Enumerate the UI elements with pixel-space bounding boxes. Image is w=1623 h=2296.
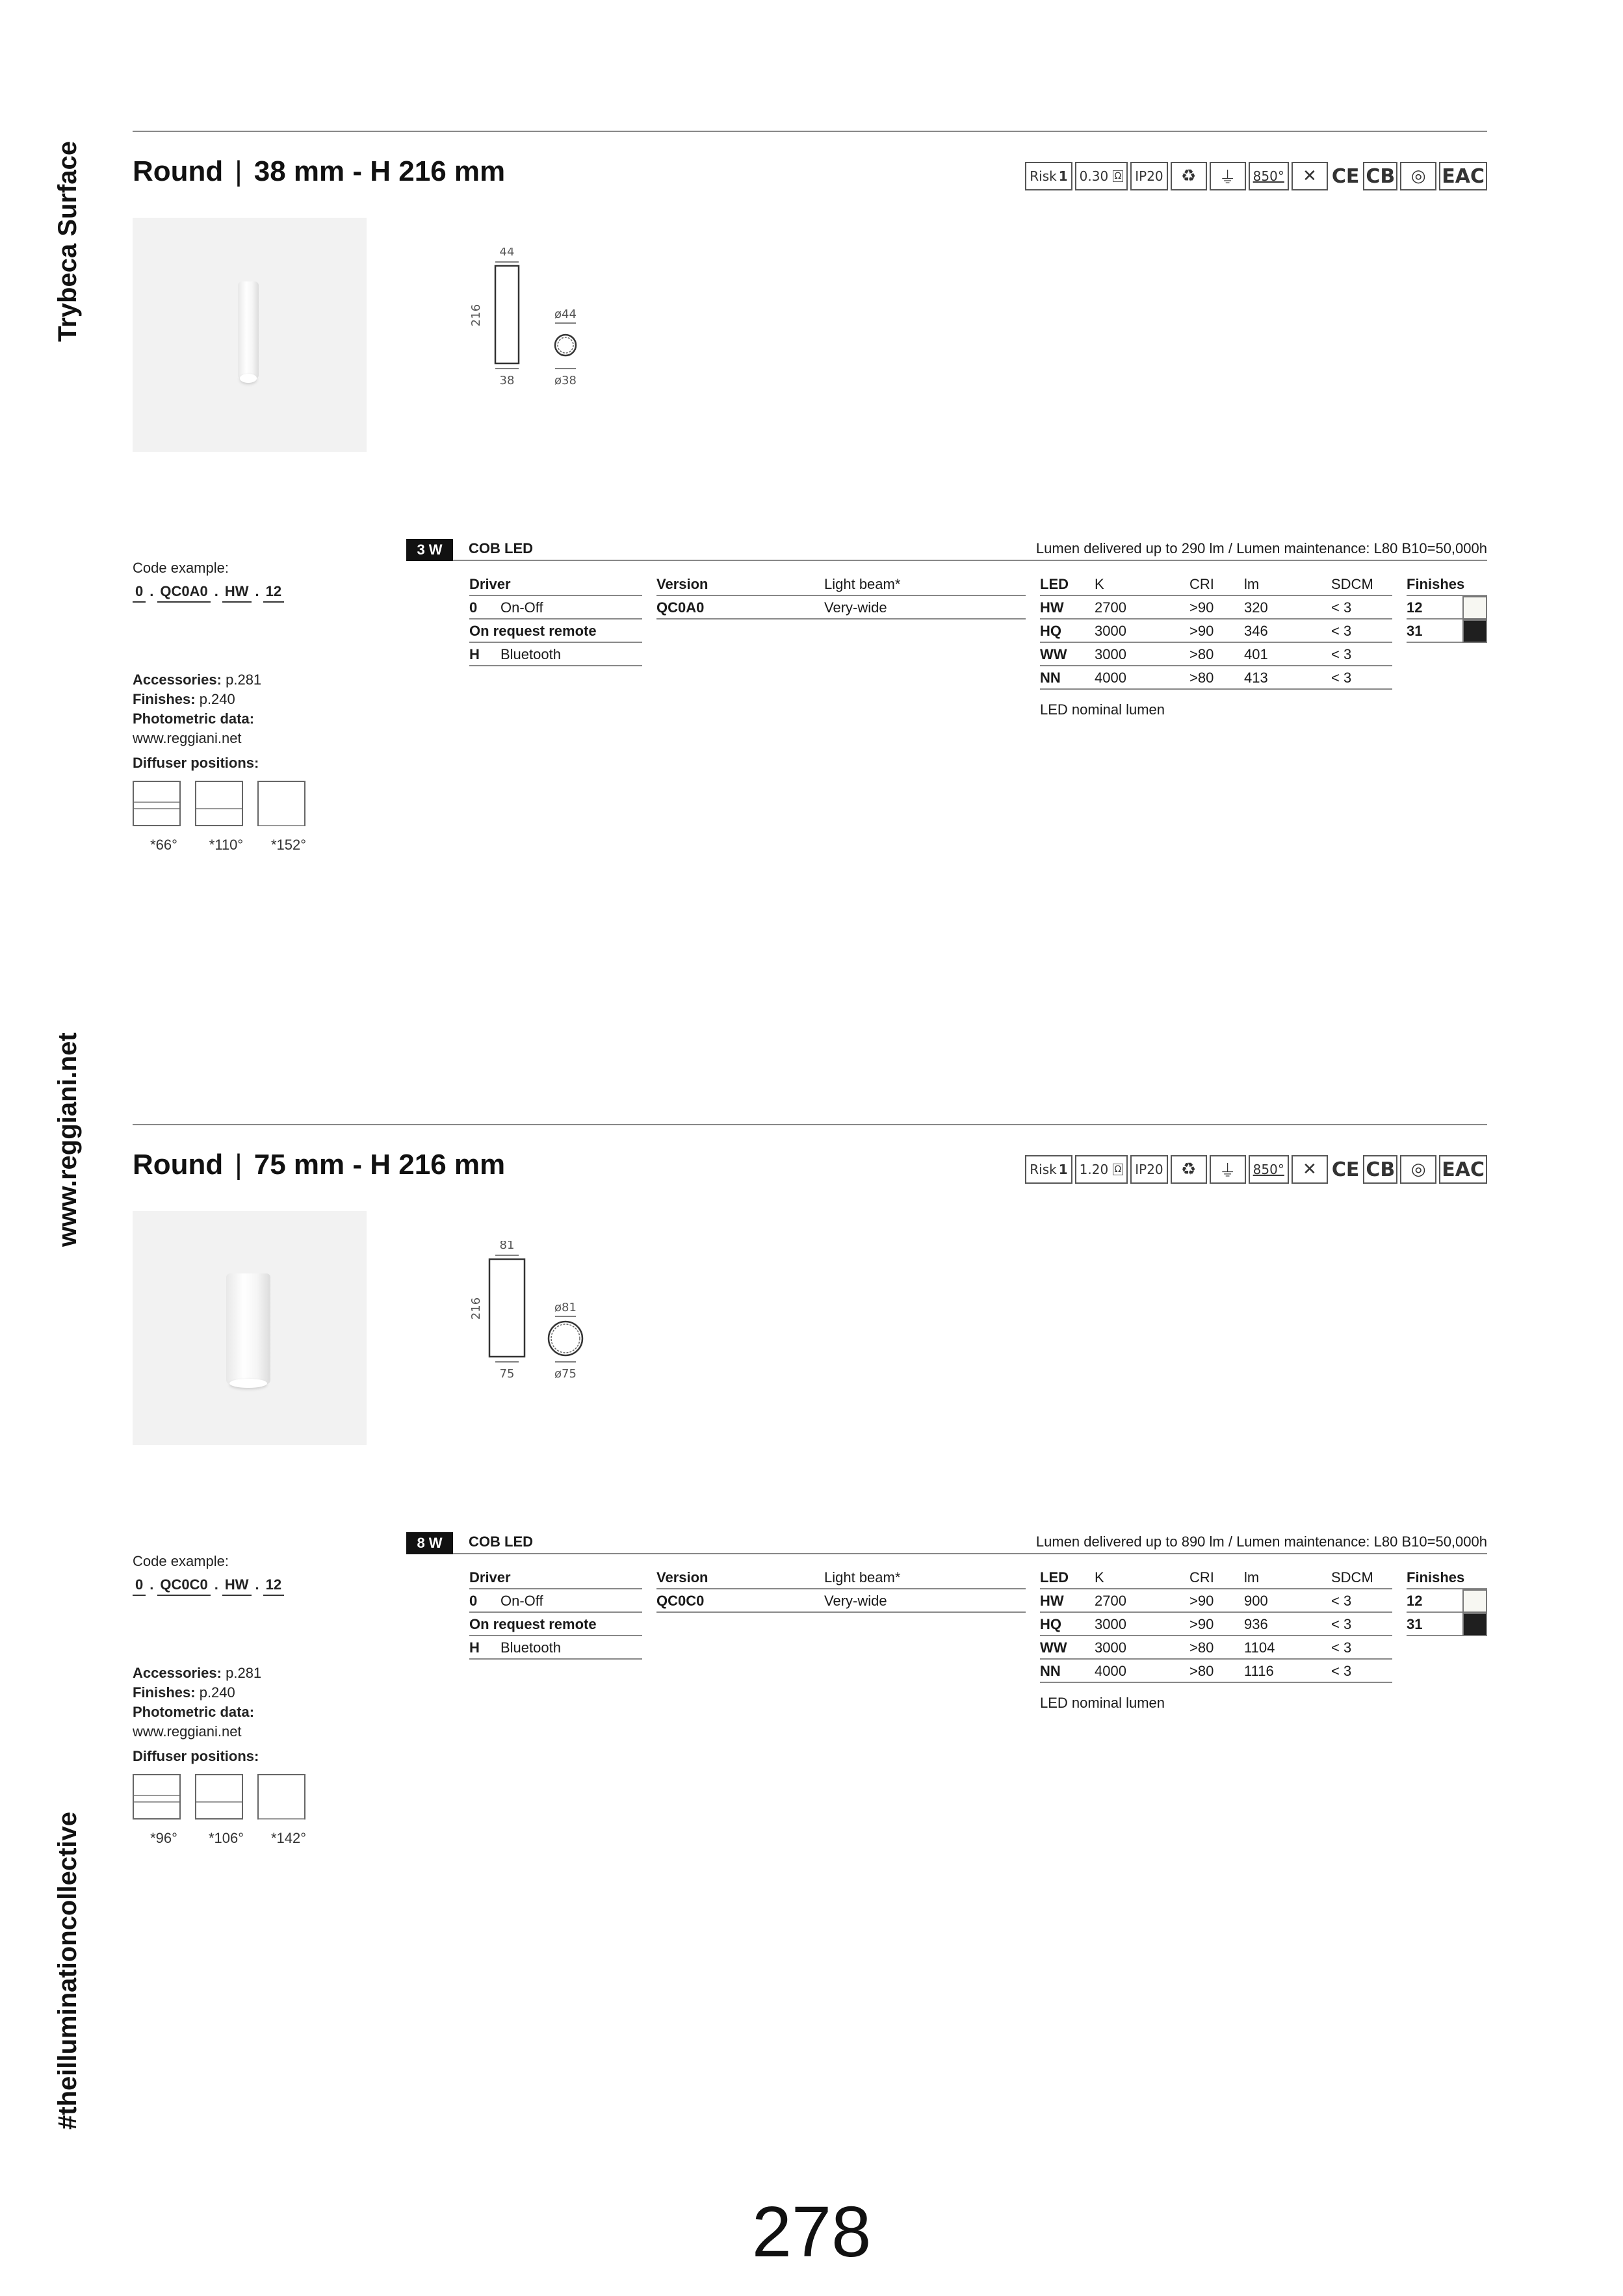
code-separator: . — [214, 583, 218, 599]
led-column-header: CRI — [1189, 576, 1214, 592]
diffuser-angle: *142° — [270, 1830, 307, 1846]
certification-icons — [1025, 162, 1487, 190]
diffuser-angle: *110° — [209, 837, 244, 853]
code-part: 0 — [133, 1576, 146, 1596]
product-photo — [133, 1211, 367, 1445]
led-cell: 320 — [1244, 599, 1268, 616]
glow-wire-badge: 850° — [1249, 162, 1289, 190]
version-table — [656, 1566, 1026, 1613]
code-example — [133, 1553, 284, 1596]
code-separator: . — [255, 583, 259, 599]
page-number: 278 — [751, 2192, 872, 2272]
ip-rating-badge: IP20 — [1130, 1155, 1167, 1184]
driver-header: Driver — [469, 573, 642, 596]
certification-icons — [1025, 1155, 1487, 1184]
led-column-header: lm — [1244, 576, 1260, 592]
driver-table — [469, 573, 642, 666]
sidebar-product-family: Trybeca Surface — [53, 140, 82, 342]
led-cell: WW — [1040, 1639, 1067, 1656]
led-column-header: K — [1095, 1569, 1104, 1585]
led-cell: >90 — [1189, 1593, 1214, 1609]
led-row — [1040, 1589, 1392, 1613]
led-cell: < 3 — [1331, 1593, 1352, 1609]
product-title: Round | 75 mm - H 216 mm — [133, 1149, 506, 1181]
led-cell: >90 — [1189, 623, 1214, 639]
driver-header: Driver — [469, 1566, 642, 1589]
led-cell: < 3 — [1331, 623, 1352, 639]
cb-mark-icon: CB — [1363, 1155, 1397, 1184]
driver-row — [469, 620, 642, 643]
diffuser-angle: *96° — [150, 1830, 177, 1846]
driver-code: 0 — [469, 599, 478, 616]
svg-text:ø38: ø38 — [554, 374, 577, 387]
version-row: QC0C0 Very-wide — [656, 1589, 1026, 1613]
led-cell: 1116 — [1244, 1663, 1274, 1679]
svg-text:75: 75 — [499, 1367, 515, 1381]
glow-wire-badge: 850° — [1249, 1155, 1289, 1184]
product-title: Round | 38 mm - H 216 mm — [133, 155, 506, 187]
reference-info: Accessories: p.281 Finishes: p.240 Photometric data: www.reggiani.net — [133, 672, 262, 746]
led-cell: >80 — [1189, 646, 1214, 662]
reference-info: Accessories: p.281 Finishes: p.240 Photometric data: www.reggiani.net — [133, 1665, 262, 1740]
code-part: HW — [222, 583, 252, 603]
version-header: Version Light beam* — [656, 1566, 1026, 1589]
version-header: Version Light beam* — [656, 573, 1026, 596]
version-row: QC0A0 Very-wide — [656, 596, 1026, 620]
code-separator: . — [214, 1576, 218, 1593]
diffuser-position-icon — [257, 781, 305, 826]
led-cell: >80 — [1189, 670, 1214, 686]
finish-swatch — [1462, 1613, 1487, 1636]
led-cell: HQ — [1040, 1616, 1061, 1632]
code-part: 12 — [263, 1576, 284, 1596]
finishes-header: Finishes — [1407, 1566, 1487, 1589]
spec-header — [406, 1532, 1487, 1554]
lumen-info: Lumen delivered up to 290 lm / Lumen maintenance: L80 B10=50,000h — [1035, 540, 1487, 556]
led-column-header: SDCM — [1331, 576, 1373, 592]
svg-text:ø75: ø75 — [554, 1367, 577, 1381]
driver-row — [469, 1636, 642, 1660]
svg-text:ø81: ø81 — [554, 1301, 577, 1314]
product-photo — [133, 218, 367, 452]
driver-label: On-Off — [500, 599, 543, 616]
led-cell: HW — [1040, 599, 1064, 616]
led-cell: 2700 — [1095, 1593, 1126, 1609]
led-cell: 1104 — [1244, 1639, 1275, 1656]
svg-text:81: 81 — [499, 1241, 515, 1252]
finishes-table — [1407, 1566, 1487, 1636]
fixture-image — [238, 281, 259, 379]
code-part: QC0C0 — [157, 1576, 210, 1596]
diffuser-position-icon — [195, 1774, 243, 1820]
diffuser-position-icon — [195, 781, 243, 826]
lumen-info: Lumen delivered up to 890 lm / Lumen maintenance: L80 B10=50,000h — [1035, 1533, 1487, 1550]
ccc-icon: ◎ — [1400, 1155, 1436, 1184]
diffuser-angle: *66° — [150, 837, 177, 853]
led-cell: < 3 — [1331, 670, 1352, 686]
led-column-header: K — [1095, 576, 1104, 592]
code-example-value — [133, 1576, 284, 1596]
diffuser-position-icon — [133, 781, 181, 826]
led-cell: HW — [1040, 1593, 1064, 1609]
finish-code: 31 — [1407, 1616, 1423, 1632]
finishes-table — [1407, 573, 1487, 643]
led-type: COB LED — [469, 1533, 533, 1550]
power-factor-badge: 0.30 Ω — [1075, 162, 1128, 190]
led-cell: < 3 — [1331, 599, 1352, 616]
diffuser-angles — [133, 837, 320, 854]
driver-label: Bluetooth — [500, 1639, 561, 1656]
led-cell: 2700 — [1095, 599, 1126, 616]
led-note: LED nominal lumen — [1040, 1695, 1165, 1711]
code-part: HW — [222, 1576, 252, 1596]
finishes-header: Finishes — [1407, 573, 1487, 596]
diffuser-icons — [133, 1774, 305, 1820]
diffuser-title: Diffuser positions: — [133, 1748, 259, 1764]
led-cell: 346 — [1244, 623, 1268, 639]
diffuser-angle: *106° — [208, 1830, 244, 1846]
driver-table — [469, 1566, 642, 1660]
driver-code: 0 — [469, 1593, 478, 1609]
led-cell: 3000 — [1095, 646, 1126, 662]
led-cell: 401 — [1244, 646, 1268, 662]
led-cell: HQ — [1040, 623, 1061, 639]
led-column-header: LED — [1040, 1569, 1069, 1585]
eac-mark-icon: EAC — [1439, 1155, 1487, 1184]
ccc-icon: ◎ — [1400, 162, 1436, 190]
svg-text:38: 38 — [499, 374, 515, 387]
product-section — [0, 1124, 1623, 2034]
finish-row — [1407, 620, 1487, 643]
fixture-image — [226, 1273, 270, 1384]
led-cell: 3000 — [1095, 1616, 1126, 1632]
led-column-header: LED — [1040, 576, 1069, 592]
driver-row — [469, 643, 642, 666]
diffuser-title: Diffuser positions: — [133, 755, 259, 771]
led-column-header: SDCM — [1331, 1569, 1373, 1585]
ce-mark-icon: CE — [1331, 164, 1360, 188]
technical-drawing — [455, 248, 624, 397]
recycle-icon: ♻ — [1171, 1155, 1207, 1184]
photobiological-risk-badge: Risk 1 — [1025, 1155, 1072, 1184]
finish-code: 12 — [1407, 1593, 1423, 1609]
diffuser-position-icon — [257, 1774, 305, 1820]
diffuser-icons — [133, 781, 305, 826]
code-example — [133, 560, 284, 603]
led-cell: >80 — [1189, 1663, 1214, 1679]
driver-row — [469, 1589, 642, 1613]
led-cell: < 3 — [1331, 1616, 1352, 1632]
led-cell: 3000 — [1095, 1639, 1126, 1656]
finish-swatch — [1462, 1589, 1487, 1613]
code-separator: . — [255, 1576, 259, 1593]
led-row — [1040, 643, 1392, 666]
diffuser-position-icon — [133, 1774, 181, 1820]
led-cell: 413 — [1244, 670, 1268, 686]
led-cell: 936 — [1244, 1616, 1268, 1632]
led-cell: >90 — [1189, 1616, 1214, 1632]
driver-row — [469, 1613, 642, 1636]
led-cell: 4000 — [1095, 670, 1126, 686]
led-row — [1040, 1660, 1392, 1683]
led-cell: 4000 — [1095, 1663, 1126, 1679]
eac-mark-icon: EAC — [1439, 162, 1487, 190]
driver-row — [469, 596, 642, 620]
led-cell: < 3 — [1331, 1639, 1352, 1656]
wattage-badge: 3 W — [406, 539, 453, 561]
spec-header — [406, 539, 1487, 561]
led-cell: WW — [1040, 646, 1067, 662]
driver-code: H — [469, 646, 480, 662]
code-example-value — [133, 583, 284, 603]
led-type: COB LED — [469, 540, 533, 556]
finish-swatch — [1462, 596, 1487, 620]
code-example-label: Code example: — [133, 560, 229, 576]
sidebar-hashtag: #theilluminationcollective — [53, 1811, 82, 2130]
led-table — [1040, 573, 1392, 690]
led-row — [1040, 620, 1392, 643]
photobiological-risk-badge: Risk 1 — [1025, 162, 1072, 190]
led-table — [1040, 1566, 1392, 1683]
driver-label: On-Off — [500, 1593, 543, 1609]
cb-mark-icon: CB — [1363, 162, 1397, 190]
led-row — [1040, 666, 1392, 690]
finish-row — [1407, 1589, 1487, 1613]
code-part: 12 — [263, 583, 284, 603]
led-cell: 900 — [1244, 1593, 1268, 1609]
ce-mark-icon: CE — [1331, 1158, 1360, 1181]
led-cell: >90 — [1189, 599, 1214, 616]
earth-icon: ⏚ — [1210, 162, 1246, 190]
earth-icon: ⏚ — [1210, 1155, 1246, 1184]
code-part: 0 — [133, 583, 146, 603]
led-cell: NN — [1040, 1663, 1061, 1679]
led-row — [1040, 596, 1392, 620]
code-separator: . — [149, 1576, 154, 1593]
led-column-header: lm — [1244, 1569, 1260, 1585]
no-cover-icon: ✕ — [1292, 162, 1328, 190]
version-table — [656, 573, 1026, 620]
led-column-header: CRI — [1189, 1569, 1214, 1585]
led-header — [1040, 573, 1392, 596]
sidebar-website: www.reggiani.net — [53, 1032, 82, 1247]
no-cover-icon: ✕ — [1292, 1155, 1328, 1184]
section-divider — [133, 131, 1487, 132]
led-row — [1040, 1636, 1392, 1660]
diffuser-angles — [133, 1830, 320, 1847]
svg-text:216: 216 — [469, 304, 483, 327]
svg-text:ø44: ø44 — [554, 307, 577, 321]
led-note: LED nominal lumen — [1040, 701, 1165, 718]
led-header — [1040, 1566, 1392, 1589]
finish-code: 12 — [1407, 599, 1423, 616]
svg-text:216: 216 — [469, 1297, 483, 1320]
led-row — [1040, 1613, 1392, 1636]
recycle-icon: ♻ — [1171, 162, 1207, 190]
led-cell: >80 — [1189, 1639, 1214, 1656]
finish-swatch — [1462, 620, 1487, 643]
finish-row — [1407, 1613, 1487, 1636]
technical-drawing — [455, 1241, 624, 1390]
diffuser-angle: *152° — [270, 837, 307, 853]
code-separator: . — [149, 583, 154, 599]
driver-label: On request remote — [469, 623, 597, 639]
finish-row — [1407, 596, 1487, 620]
ip-rating-badge: IP20 — [1130, 162, 1167, 190]
wattage-badge: 8 W — [406, 1532, 453, 1554]
led-cell: < 3 — [1331, 1663, 1352, 1679]
driver-code: H — [469, 1639, 480, 1656]
section-divider — [133, 1124, 1487, 1125]
driver-label: On request remote — [469, 1616, 597, 1632]
svg-text:44: 44 — [499, 248, 515, 259]
power-factor-badge: 1.20 Ω — [1075, 1155, 1128, 1184]
led-cell: < 3 — [1331, 646, 1352, 662]
code-example-label: Code example: — [133, 1553, 229, 1569]
finish-code: 31 — [1407, 623, 1423, 639]
product-section — [0, 131, 1623, 1041]
led-cell: 3000 — [1095, 623, 1126, 639]
code-part: QC0A0 — [157, 583, 210, 603]
led-cell: NN — [1040, 670, 1061, 686]
driver-label: Bluetooth — [500, 646, 561, 662]
